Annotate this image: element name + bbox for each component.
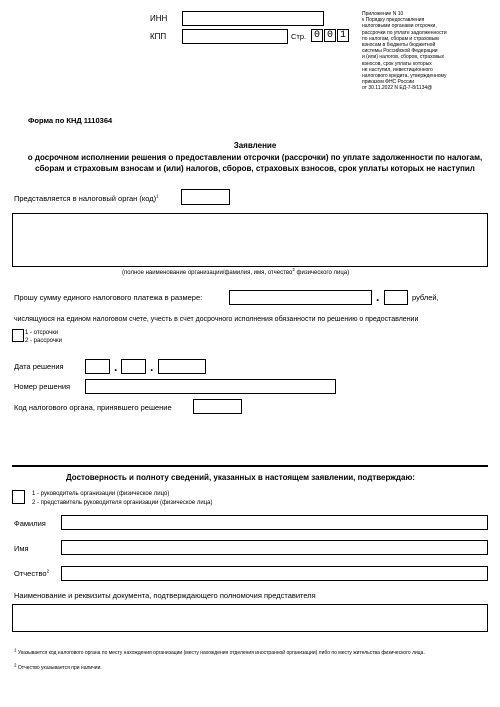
page-label: Стр. xyxy=(291,32,307,41)
inn-field[interactable] xyxy=(182,11,324,26)
decision-day-field[interactable] xyxy=(85,359,110,374)
amount-rubles-field[interactable] xyxy=(229,290,372,305)
date-dot-1: . xyxy=(114,360,118,374)
organization-name-field[interactable] xyxy=(12,213,488,267)
patronymic-label: Отчество$^2$ xyxy=(14,568,50,578)
amount-kopecks-field[interactable] xyxy=(384,290,408,305)
surname-label: Фамилия xyxy=(14,519,46,528)
decision-year-field[interactable] xyxy=(158,359,206,374)
decision-number-field[interactable] xyxy=(85,379,336,394)
organization-caption: (полное наименование организации/фамилия, имя, отчество$^2$ физического лица) xyxy=(122,267,350,276)
tax-authority-code-field[interactable] xyxy=(181,189,230,205)
section-divider xyxy=(12,465,488,467)
signer-option-head: 1 - руководитель организации (физическое лицо) xyxy=(32,491,170,497)
decision-authority-label: Код налогового органа, принявшего решение xyxy=(14,403,172,412)
decision-authority-code-field[interactable] xyxy=(193,399,242,414)
form-title-rest: о досрочном исполнении решения о предоставлении отсрочки (рассрочки) по уплате задолженности по налогам, сборам и страховым взносам и (или) налогов, сборов, страховых взносов, срок уплаты которых не наступил xyxy=(27,152,483,173)
amount-dot: . xyxy=(376,290,380,304)
decision-number-label: Номер решения xyxy=(14,382,71,391)
amount-label: Прошу сумму единого налогового платежа в размере: xyxy=(14,293,203,302)
footnote-2: $^2$ Отчество указывается при наличии. xyxy=(14,662,102,671)
authority-document-field[interactable] xyxy=(12,604,488,632)
form-knd: Форма по КНД 1110364 xyxy=(28,116,113,125)
form-title xyxy=(20,140,490,175)
tax-authority-label: Представляется в налоговый орган (код)$^1$ xyxy=(14,193,159,203)
name-label: Имя xyxy=(14,544,29,553)
page-digit-3: 1 xyxy=(337,29,349,42)
deferral-type-checkbox[interactable] xyxy=(12,329,24,342)
decision-date-label: Дата решения xyxy=(14,362,64,371)
inn-label: ИНН xyxy=(150,14,168,23)
page-digit-1: 0 xyxy=(311,29,323,42)
date-dot-2: . xyxy=(150,360,154,374)
document-label: Наименование и реквизиты документа, подтверждающего полномочия представителя xyxy=(14,591,316,600)
credited-text: числящуюся на едином налоговом счете, учесть в счет досрочного исполнения обязанности по решению о предоставлении xyxy=(14,316,419,323)
name-field[interactable] xyxy=(61,540,488,555)
page-digit-2: 0 xyxy=(324,29,336,42)
signer-type-checkbox[interactable] xyxy=(12,490,25,504)
option-installment: 2 - рассрочки xyxy=(25,338,62,344)
footnote-1: $^1$ Указывается код налогового органа по месту нахождения организации (месту нахождения отделения иностранной организации) либо по месту жительства физического лица. xyxy=(14,647,425,656)
form-title-line1: Заявление xyxy=(233,141,277,150)
surname-field[interactable] xyxy=(61,515,488,530)
decision-month-field[interactable] xyxy=(121,359,146,374)
option-deferral: 1 - отсрочки xyxy=(25,330,59,336)
kpp-field[interactable] xyxy=(182,29,288,44)
rubles-label: рублей, xyxy=(412,293,439,302)
appendix-note: Приложение N 10 к Порядку предоставления налоговыми органами отсрочки, рассрочки по уплате задолженности по налогам, сборам и страховым взносам в бюджеты бюджетной системы Российской Федерации и (или) налогов, сборов, страховых взносов, срок уплаты которых не наступил, инвестиционного налогового кредита, утвержденному приказом ФНС России от 30.11.2022 N ЕД-7-8/1134@ xyxy=(362,11,447,92)
patronymic-field[interactable] xyxy=(61,566,488,581)
signer-option-representative: 2 - представитель руководителя организации (физическое лица) xyxy=(32,500,213,506)
kpp-label: КПП xyxy=(150,32,167,41)
confirmation-heading: Достоверность и полноту сведений, указанных в настоящем заявлении, подтверждаю: xyxy=(66,473,415,482)
